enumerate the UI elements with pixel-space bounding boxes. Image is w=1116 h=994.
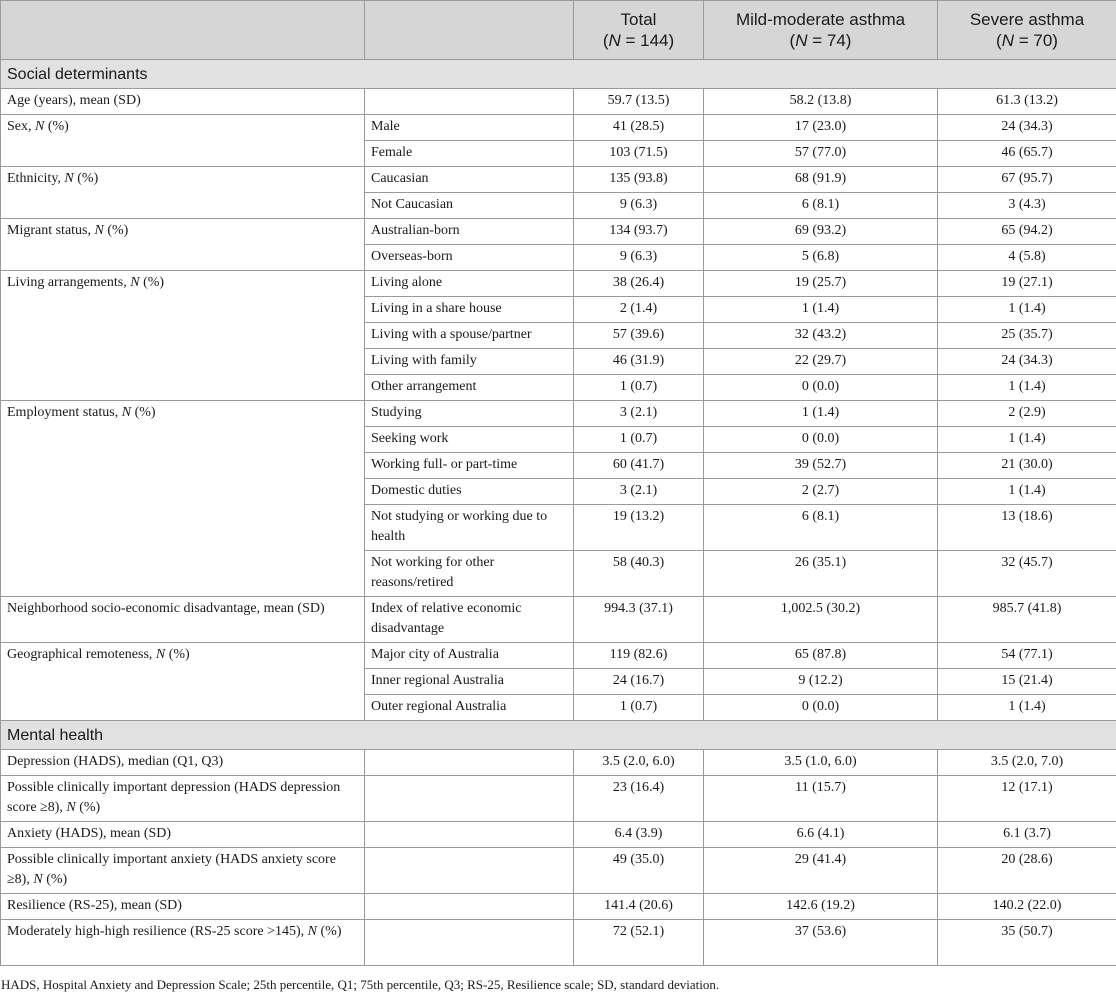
header-severe-n: (N = 70)	[996, 31, 1058, 50]
cell-mild: 69 (93.2)	[704, 219, 938, 245]
cell-mild: 11 (15.7)	[704, 776, 938, 822]
table-row	[1, 115, 1116, 141]
cell-mild: 39 (52.7)	[704, 453, 938, 479]
cell-mild: 37 (53.6)	[704, 920, 938, 966]
cell-severe: 6.1 (3.7)	[938, 822, 1116, 848]
row-sublabel: Living with family	[365, 349, 574, 375]
row-sublabel: Female	[365, 141, 574, 167]
cell-mild: 57 (77.0)	[704, 141, 938, 167]
cell-mild: 68 (91.9)	[704, 167, 938, 193]
cell-mild: 2 (2.7)	[704, 479, 938, 505]
row-sublabel: Index of relative economic disadvantage	[365, 597, 574, 643]
header-variable	[1, 1, 365, 60]
row-label: Ethnicity, N (%)	[1, 167, 365, 219]
header-severe-label: Severe asthma	[970, 10, 1084, 29]
cell-total: 3.5 (2.0, 6.0)	[574, 750, 704, 776]
header-mild-label: Mild-moderate asthma	[736, 10, 905, 29]
header-mild	[704, 1, 938, 60]
row-sublabel: Inner regional Australia	[365, 669, 574, 695]
row-sublabel	[365, 822, 574, 848]
table-row	[1, 776, 1116, 822]
header-total	[574, 1, 704, 60]
cell-total: 141.4 (20.6)	[574, 894, 704, 920]
cell-severe: 1 (1.4)	[938, 479, 1116, 505]
cell-severe: 140.2 (22.0)	[938, 894, 1116, 920]
cell-total: 134 (93.7)	[574, 219, 704, 245]
table-row	[1, 822, 1116, 848]
row-label: Neighborhood socio-economic disadvantage, mean (SD)	[1, 597, 365, 643]
cell-mild: 32 (43.2)	[704, 323, 938, 349]
table-row	[1, 89, 1116, 115]
table-row	[1, 643, 1116, 669]
cell-total: 72 (52.1)	[574, 920, 704, 966]
row-label: Age (years), mean (SD)	[1, 89, 365, 115]
cell-mild: 58.2 (13.8)	[704, 89, 938, 115]
cell-total: 994.3 (37.1)	[574, 597, 704, 643]
cell-total: 3 (2.1)	[574, 479, 704, 505]
cell-severe: 12 (17.1)	[938, 776, 1116, 822]
cell-mild: 6.6 (4.1)	[704, 822, 938, 848]
row-label: Resilience (RS-25), mean (SD)	[1, 894, 365, 920]
row-sublabel	[365, 750, 574, 776]
cell-severe: 985.7 (41.8)	[938, 597, 1116, 643]
row-sublabel: Living with a spouse/partner	[365, 323, 574, 349]
cell-total: 57 (39.6)	[574, 323, 704, 349]
row-sublabel	[365, 848, 574, 894]
cell-total: 58 (40.3)	[574, 551, 704, 597]
cell-severe: 35 (50.7)	[938, 920, 1116, 966]
cell-total: 24 (16.7)	[574, 669, 704, 695]
row-sublabel	[365, 894, 574, 920]
cell-total: 1 (0.7)	[574, 427, 704, 453]
row-sublabel: Other arrangement	[365, 375, 574, 401]
cell-total: 135 (93.8)	[574, 167, 704, 193]
row-sublabel	[365, 89, 574, 115]
cell-total: 103 (71.5)	[574, 141, 704, 167]
row-sublabel: Outer regional Australia	[365, 695, 574, 721]
cell-mild: 22 (29.7)	[704, 349, 938, 375]
cell-severe: 2 (2.9)	[938, 401, 1116, 427]
cell-total: 46 (31.9)	[574, 349, 704, 375]
cell-total: 1 (0.7)	[574, 695, 704, 721]
cell-total: 49 (35.0)	[574, 848, 704, 894]
cell-total: 1 (0.7)	[574, 375, 704, 401]
cell-mild: 19 (25.7)	[704, 271, 938, 297]
row-sublabel: Australian-born	[365, 219, 574, 245]
cell-severe: 1 (1.4)	[938, 297, 1116, 323]
row-label: Employment status, N (%)	[1, 401, 365, 597]
row-label: Sex, N (%)	[1, 115, 365, 167]
table-row	[1, 920, 1116, 966]
cell-total: 9 (6.3)	[574, 245, 704, 271]
row-label: Moderately high-high resilience (RS-25 score >145), N (%)	[1, 920, 365, 966]
table-row	[1, 848, 1116, 894]
row-sublabel: Caucasian	[365, 167, 574, 193]
row-label: Anxiety (HADS), mean (SD)	[1, 822, 365, 848]
row-label: Possible clinically important anxiety (HADS anxiety score ≥8), N (%)	[1, 848, 365, 894]
table-footnote: HADS, Hospital Anxiety and Depression Scale; 25th percentile, Q1; 75th percentile, Q3; RS-25, Resilience scale; SD, standard deviation.	[0, 976, 1116, 994]
cell-mild: 26 (35.1)	[704, 551, 938, 597]
row-sublabel	[365, 776, 574, 822]
row-sublabel: Male	[365, 115, 574, 141]
cell-severe: 67 (95.7)	[938, 167, 1116, 193]
row-sublabel: Not working for other reasons/retired	[365, 551, 574, 597]
cell-severe: 20 (28.6)	[938, 848, 1116, 894]
cell-mild: 1,002.5 (30.2)	[704, 597, 938, 643]
cell-severe: 1 (1.4)	[938, 427, 1116, 453]
cell-mild: 6 (8.1)	[704, 193, 938, 219]
cell-severe: 61.3 (13.2)	[938, 89, 1116, 115]
header-severe	[938, 1, 1116, 60]
row-label: Living arrangements, N (%)	[1, 271, 365, 401]
table-row	[1, 597, 1116, 643]
cell-mild: 29 (41.4)	[704, 848, 938, 894]
cell-severe: 13 (18.6)	[938, 505, 1116, 551]
row-sublabel: Seeking work	[365, 427, 574, 453]
cell-severe: 54 (77.1)	[938, 643, 1116, 669]
table-row	[1, 271, 1116, 297]
row-sublabel: Living in a share house	[365, 297, 574, 323]
row-label: Geographical remoteness, N (%)	[1, 643, 365, 721]
cell-mild: 142.6 (19.2)	[704, 894, 938, 920]
cell-severe: 1 (1.4)	[938, 375, 1116, 401]
header-total-label: Total	[621, 10, 657, 29]
cell-severe: 4 (5.8)	[938, 245, 1116, 271]
table-row	[1, 894, 1116, 920]
cell-severe: 25 (35.7)	[938, 323, 1116, 349]
table-row	[1, 401, 1116, 427]
row-sublabel: Not Caucasian	[365, 193, 574, 219]
cell-total: 59.7 (13.5)	[574, 89, 704, 115]
cell-mild: 1 (1.4)	[704, 401, 938, 427]
cell-total: 3 (2.1)	[574, 401, 704, 427]
cell-mild: 6 (8.1)	[704, 505, 938, 551]
cell-severe: 32 (45.7)	[938, 551, 1116, 597]
row-sublabel: Not studying or working due to health	[365, 505, 574, 551]
cell-total: 2 (1.4)	[574, 297, 704, 323]
table-row	[1, 219, 1116, 245]
cell-severe: 3 (4.3)	[938, 193, 1116, 219]
cell-total: 19 (13.2)	[574, 505, 704, 551]
table-header	[1, 1, 1116, 60]
section-row	[1, 721, 1116, 750]
row-sublabel: Domestic duties	[365, 479, 574, 505]
row-sublabel: Living alone	[365, 271, 574, 297]
cell-severe: 19 (27.1)	[938, 271, 1116, 297]
header-category	[365, 1, 574, 60]
cell-severe: 15 (21.4)	[938, 669, 1116, 695]
row-label: Migrant status, N (%)	[1, 219, 365, 271]
section-title: Social determinants	[1, 60, 1116, 89]
row-sublabel: Major city of Australia	[365, 643, 574, 669]
header-total-n: (N = 144)	[603, 31, 674, 50]
section-row	[1, 60, 1116, 89]
cell-total: 23 (16.4)	[574, 776, 704, 822]
cell-mild: 17 (23.0)	[704, 115, 938, 141]
cell-severe: 21 (30.0)	[938, 453, 1116, 479]
cell-mild: 5 (6.8)	[704, 245, 938, 271]
cell-mild: 1 (1.4)	[704, 297, 938, 323]
cell-mild: 0 (0.0)	[704, 427, 938, 453]
cell-mild: 65 (87.8)	[704, 643, 938, 669]
cell-mild: 0 (0.0)	[704, 695, 938, 721]
cell-mild: 3.5 (1.0, 6.0)	[704, 750, 938, 776]
table-row	[1, 167, 1116, 193]
cell-severe: 1 (1.4)	[938, 695, 1116, 721]
cell-total: 119 (82.6)	[574, 643, 704, 669]
row-sublabel: Working full- or part-time	[365, 453, 574, 479]
cell-severe: 3.5 (2.0, 7.0)	[938, 750, 1116, 776]
cell-total: 38 (26.4)	[574, 271, 704, 297]
header-mild-n: (N = 74)	[790, 31, 852, 50]
cell-severe: 46 (65.7)	[938, 141, 1116, 167]
cell-total: 60 (41.7)	[574, 453, 704, 479]
cell-total: 41 (28.5)	[574, 115, 704, 141]
row-sublabel: Overseas-born	[365, 245, 574, 271]
cell-mild: 0 (0.0)	[704, 375, 938, 401]
cell-mild: 9 (12.2)	[704, 669, 938, 695]
table-row	[1, 750, 1116, 776]
row-label: Possible clinically important depression (HADS depression score ≥8), N (%)	[1, 776, 365, 822]
cell-total: 9 (6.3)	[574, 193, 704, 219]
row-sublabel	[365, 920, 574, 966]
cell-total: 6.4 (3.9)	[574, 822, 704, 848]
cell-severe: 65 (94.2)	[938, 219, 1116, 245]
section-title: Mental health	[1, 721, 1116, 750]
row-label: Depression (HADS), median (Q1, Q3)	[1, 750, 365, 776]
cell-severe: 24 (34.3)	[938, 115, 1116, 141]
cell-severe: 24 (34.3)	[938, 349, 1116, 375]
row-sublabel: Studying	[365, 401, 574, 427]
